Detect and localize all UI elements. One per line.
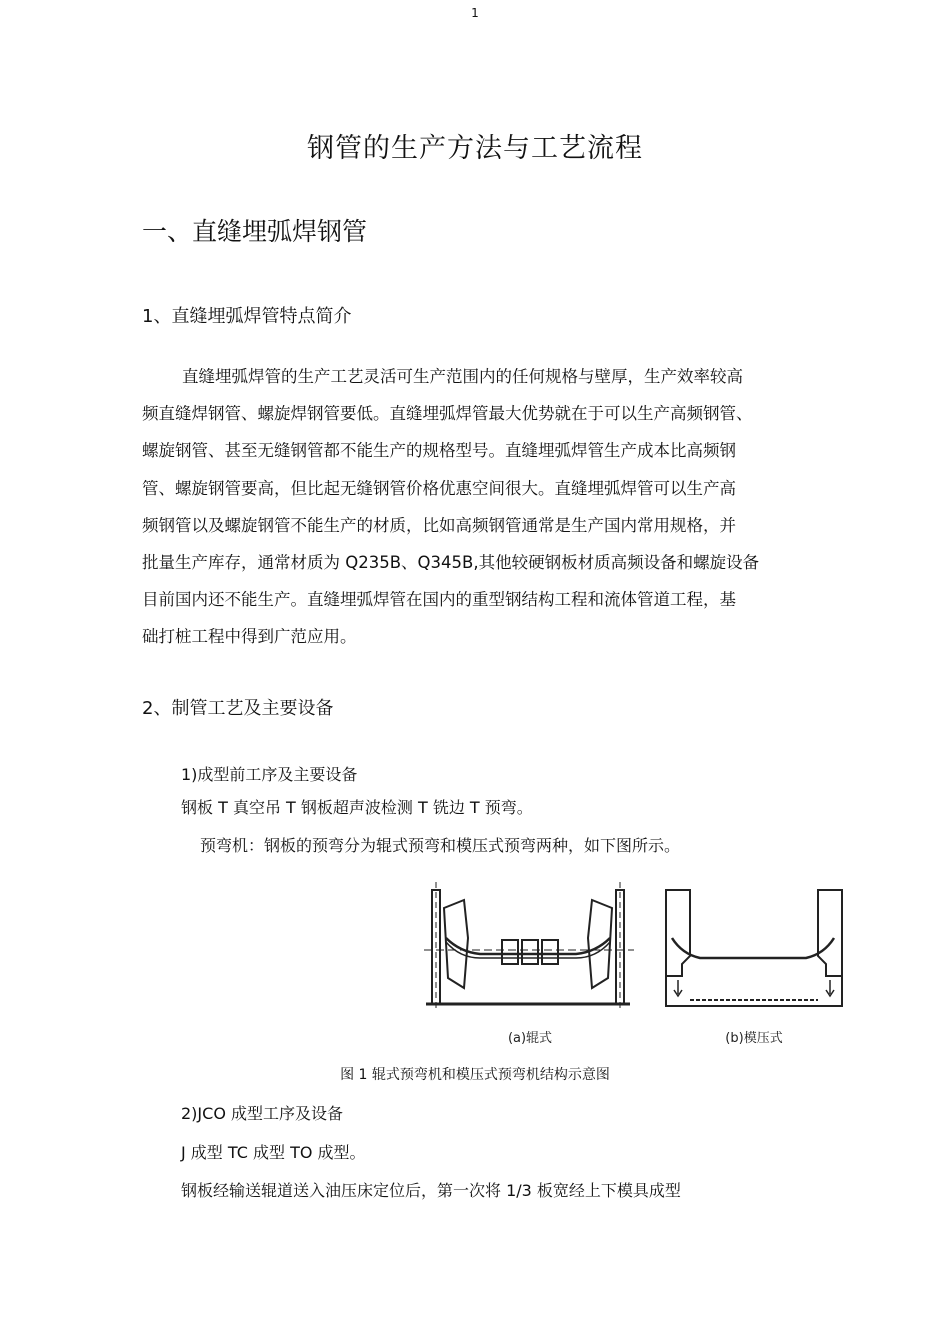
step1-flow: 钢板 T 真空吊 T 钢板超声波检测 T 铣边 T 预弯。 <box>181 798 533 817</box>
paragraph-line: 螺旋钢管、甚至无缝钢管都不能生产的规格型号。直缝埋弧焊管生产成本比高频钢 <box>142 441 736 461</box>
paragraph-line: 管、螺旋钢管要高，但比起无缝钢管价格优惠空间很大。直缝埋弧焊管可以生产高 <box>142 478 736 498</box>
die-press-type-diagram <box>666 890 842 1006</box>
page-title: 钢管的生产方法与工艺流程 <box>307 133 643 164</box>
figure-caption: 图 1 辊式预弯机和模压式预弯机结构示意图 <box>340 1067 610 1083</box>
subsection-heading-1: 1、直缝埋弧焊管特点简介 <box>142 306 352 327</box>
intro-paragraph <box>142 358 810 656</box>
step2-flow: J 成型 TC 成型 TO 成型。 <box>181 1143 366 1162</box>
preforming-machine-figure <box>420 878 850 1056</box>
paragraph-line: 目前国内还不能生产。直缝埋弧焊管在国内的重型钢结构工程和流体管道工程，基 <box>142 590 736 610</box>
paragraph-line: 批量生产库存，通常材质为 Q235B、Q345B,其他较硬钢板材质高频设备和螺旋设备 <box>142 553 760 573</box>
step2-title: 2)JCO 成型工序及设备 <box>181 1104 343 1123</box>
roller-type-diagram <box>424 882 634 1008</box>
step2-text: 钢板经输送辊道送入油压床定位后，第一次将 1/3 板宽经上下模具成型 <box>181 1181 681 1200</box>
figure-label-b: (b)模压式 <box>725 1031 783 1046</box>
subsection-heading-2: 2、制管工艺及主要设备 <box>142 698 334 719</box>
page-number: 1 <box>471 6 479 20</box>
step1-title: 1)成型前工序及主要设备 <box>181 765 358 784</box>
paragraph-line: 础打桩工程中得到广范应用。 <box>142 627 357 647</box>
section-heading: 一、直缝埋弧焊钢管 <box>142 217 368 246</box>
step1-note: 预弯机：钢板的预弯分为辊式预弯和模压式预弯两种，如下图所示。 <box>200 836 681 855</box>
paragraph-line: 频钢管以及螺旋钢管不能生产的材质，比如高频钢管通常是生产国内常用规格，并 <box>142 515 736 535</box>
figure-label-a: (a)辊式 <box>507 1031 553 1046</box>
paragraph-line: 频直缝焊钢管、螺旋焊钢管要低。直缝埋弧焊管最大优势就在于可以生产高频钢管、 <box>142 404 753 424</box>
paragraph-line: 直缝埋弧焊管的生产工艺灵活可生产范围内的任何规格与壁厚，生产效率较高 <box>182 367 743 386</box>
